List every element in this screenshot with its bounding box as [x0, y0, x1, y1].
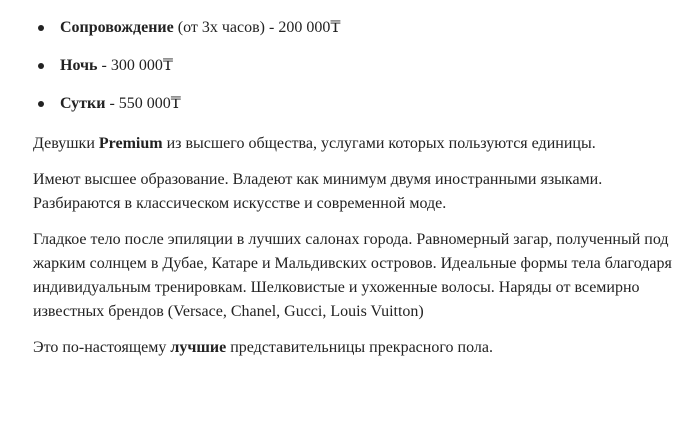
paragraph-text: Это по-настоящему — [33, 339, 171, 356]
list-item — [38, 90, 341, 128]
service-title: Сопровождение — [60, 19, 174, 36]
service-price: - 300 000₸ — [97, 57, 174, 74]
service-price: - 550 000₸ — [105, 95, 181, 112]
service-title: Сутки — [60, 95, 106, 112]
bold-text: Premium — [98, 135, 163, 152]
article-body — [33, 132, 673, 372]
service-price: - 200 000₸ — [265, 19, 341, 36]
paragraph-appearance: Гладкое тело после эпиляции в лучших салонах города. Равномерный загар, полученный под жарким солнцем в Дубае, Катаре и Мальдивских островов. Идеальные формы тела благодаря индивидуальным тренировкам. Шелковистые и ухоженные волосы. Наряды от всемирно известных брендов (Versace, Chanel, Gucci, Louis Vuitton) — [33, 231, 672, 320]
service-note: (от 3х часов) — [173, 19, 265, 36]
bold-text: лучшие — [170, 339, 227, 356]
paragraph-text: Девушки — [33, 135, 99, 152]
paragraph-summary — [33, 336, 673, 360]
price-list — [38, 14, 341, 128]
bullet-icon — [38, 101, 44, 107]
paragraph-text: представительницы прекрасного пола. — [226, 339, 493, 356]
paragraph-education: Имеют высшее образование. Владеют как минимум двумя иностранными языками. Разбираются в классическом искусстве и современной моде. — [33, 171, 603, 212]
service-title: Ночь — [60, 57, 98, 74]
list-item — [38, 14, 341, 52]
bullet-icon — [38, 25, 44, 31]
paragraph-premium — [33, 132, 673, 156]
list-item — [38, 52, 341, 90]
paragraph-text: из высшего общества, услугами которых пользуются единицы. — [162, 135, 596, 152]
bullet-icon — [38, 63, 44, 69]
